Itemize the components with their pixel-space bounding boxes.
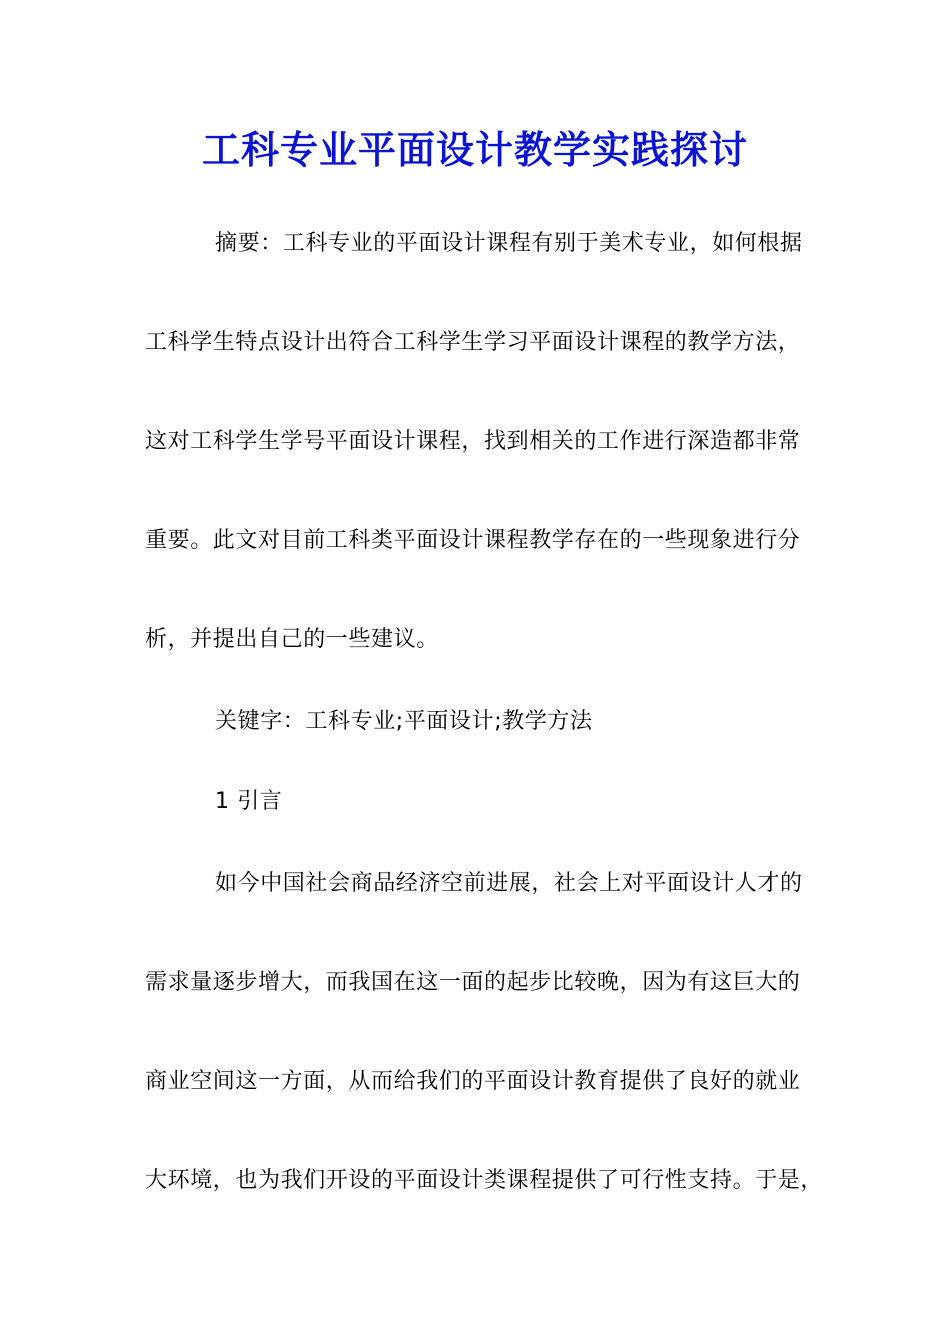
keywords-line: 关键字：工科专业;平面设计;教学方法 [215,709,593,734]
abstract-line-3: 这对工科学生学号平面设计课程，找到相关的工作进行深造都非常 [145,429,801,454]
body-line-2: 需求量逐步增大，而我国在这一面的起步比较晚，因为有这巨大的 [145,970,801,995]
section-heading: 1 引言 [215,789,283,814]
document-title: 工科专业平面设计教学实践探讨 [201,127,748,172]
body-line-4: 大环境，也为我们开设的平面设计类课程提供了可行性支持。于是， [145,1168,824,1193]
abstract-line-1: 摘要：工科专业的平面设计课程有别于美术专业，如何根据 [215,231,803,256]
body-line-3: 商业空间这一方面，从而给我们的平面设计教育提供了良好的就业 [145,1069,801,1094]
abstract-line-2: 工科学生特点设计出符合工科学生学习平面设计课程的教学方法， [145,330,801,355]
abstract-line-5: 析，并提出自己的一些建议。 [145,627,439,652]
abstract-line-4: 重要。此文对目前工科类平面设计课程教学存在的一些现象进行分 [145,528,801,553]
body-line-1: 如今中国社会商品经济空前进展，社会上对平面设计人才的 [215,871,803,896]
